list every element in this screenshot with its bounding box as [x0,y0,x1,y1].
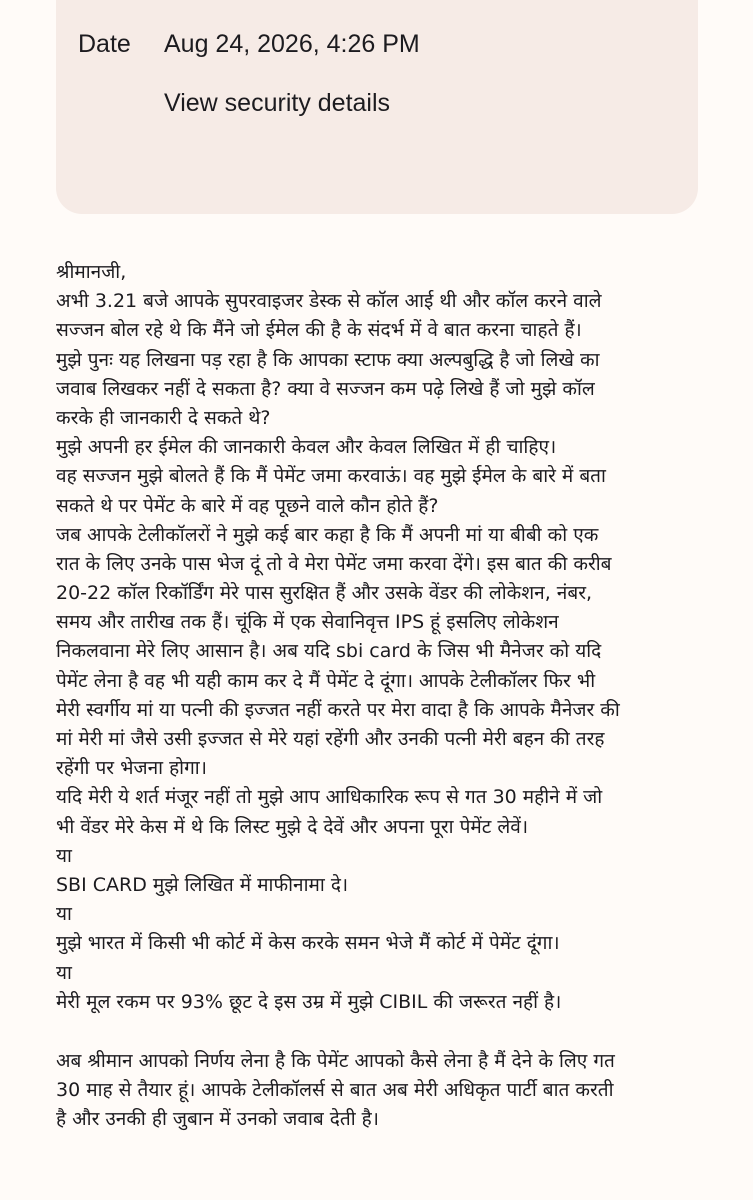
view-security-details-link[interactable]: View security details [164,89,391,117]
message-line: मुझे भारत में किसी भी कोर्ट में केस करके समन भेजे मैं कोर्ट में पेमेंट दूंगा। [56,932,560,955]
message-line: मेरी मूल रकम पर 93% छूट दे इस उम्र में मुझे CIBIL की जरूरत नहीं है। [56,990,562,1013]
message-line: अभी 3.21 बजे आपके सुपरवाइजर डेस्क से कॉल आई थी और कॉल करने वाले [56,290,602,313]
message-line: अब श्रीमान आपको निर्णय लेना है कि पेमेंट आपको कैसे लेना है मैं देने के लिए गत [56,1049,615,1072]
message-line: मुझे अपनी हर ईमेल की जानकारी केवल और केवल लिखित में ही चाहिए। [56,436,557,459]
message-line: SBI CARD मुझे लिखित में माफीनामा दे। [56,873,349,896]
message-line: मां मेरी मां जैसे उसी इज्जत से मेरे यहां रहेंगी और उनकी पत्नी मेरी बहन की तरह [56,728,605,750]
message-line: समय और तारीख तक हैं। चूंकि में एक सेवानिवृत्त IPS हूं इसलिए लोकेशन [56,611,559,634]
message-line: जवाब लिखकर नहीं दे सकता है? क्या वे सज्जन कम पढ़े लिखे हैं जो मुझे कॉल [56,377,595,400]
message-line: या [56,844,72,867]
message-line: रात के लिए उनके पास भेज दूं तो वे मेरा पेमेंट जमा करवा देंगे। इस बात की करीब [56,552,612,575]
message-line: पेमेंट लेना है वह भी यही काम कर दे मैं पेमेंट दे दूंगा। आपके टेलीकॉलर फिर भी [56,669,596,692]
message-line: निकलवाना मेरे लिए आसान है। अब यदि sbi card के जिस भी मैनेजर को यदि [56,640,602,663]
message-line: भी वेंडर मेरे केस में थे कि लिस्ट मुझे दे देवें और अपना पूरा पेमेंट लेवें। [56,815,529,838]
message-line: है और उनकी ही जुबान में उनको जवाब देती है। [56,1108,379,1131]
message-line: रहेंगी पर भेजना होगा। [56,757,207,780]
message-line: 30 माह से तैयार हूं। आपके टेलीकॉलर्स से बात अब मेरी अधिकृत पार्टी बात करती [56,1079,614,1102]
message-line: या [56,961,72,984]
paragraph-gap [56,1017,726,1047]
message-body [56,258,726,1134]
message-line: जब आपके टेलीकॉलरों ने मुझे कई बार कहा है कि मैं अपनी मां या बीबी को एक [56,523,599,546]
message-line: मेरी स्वर्गीय मां या पत्नी की इज्जत नहीं करते पर मेरा वादा है कि आपके मैनेजर की [56,698,620,721]
message-line: मुझे पुनः यह लिखना पड़ रहा है कि आपका स्टाफ क्या अल्पबुद्धि है जो लिखे का [56,348,600,371]
message-line: या [56,903,72,926]
message-line: सकते थे पर पेमेंट के बारे में वह पूछने वाले कौन होते हैं? [56,494,439,517]
message-line: 20-22 कॉल रिकॉर्डिंग मेरे पास सुरक्षित हैं और उसके वेंडर की लोकेशन, नंबर, [56,582,593,605]
message-line: यदि मेरी ये शर्त मंजूर नहीं तो मुझे आप आधिकारिक रूप से गत 30 महीने में जो [56,786,603,809]
message-line: सज्जन बोल रहे थे कि मैंने जो ईमेल की है के संदर्भ में वे बात करना चाहते हैं। [56,319,582,342]
date-value: Aug 24, 2026, 4:26 PM [164,30,420,58]
date-label: Date [78,30,131,58]
message-line: श्रीमानजी, [56,261,127,283]
message-line: करके ही जानकारी दे सकते थे? [56,406,271,429]
message-line: वह सज्जन मुझे बोलते हैं कि मैं पेमेंट जमा करवाऊं। वह मुझे ईमेल के बारे में बता [56,465,606,488]
